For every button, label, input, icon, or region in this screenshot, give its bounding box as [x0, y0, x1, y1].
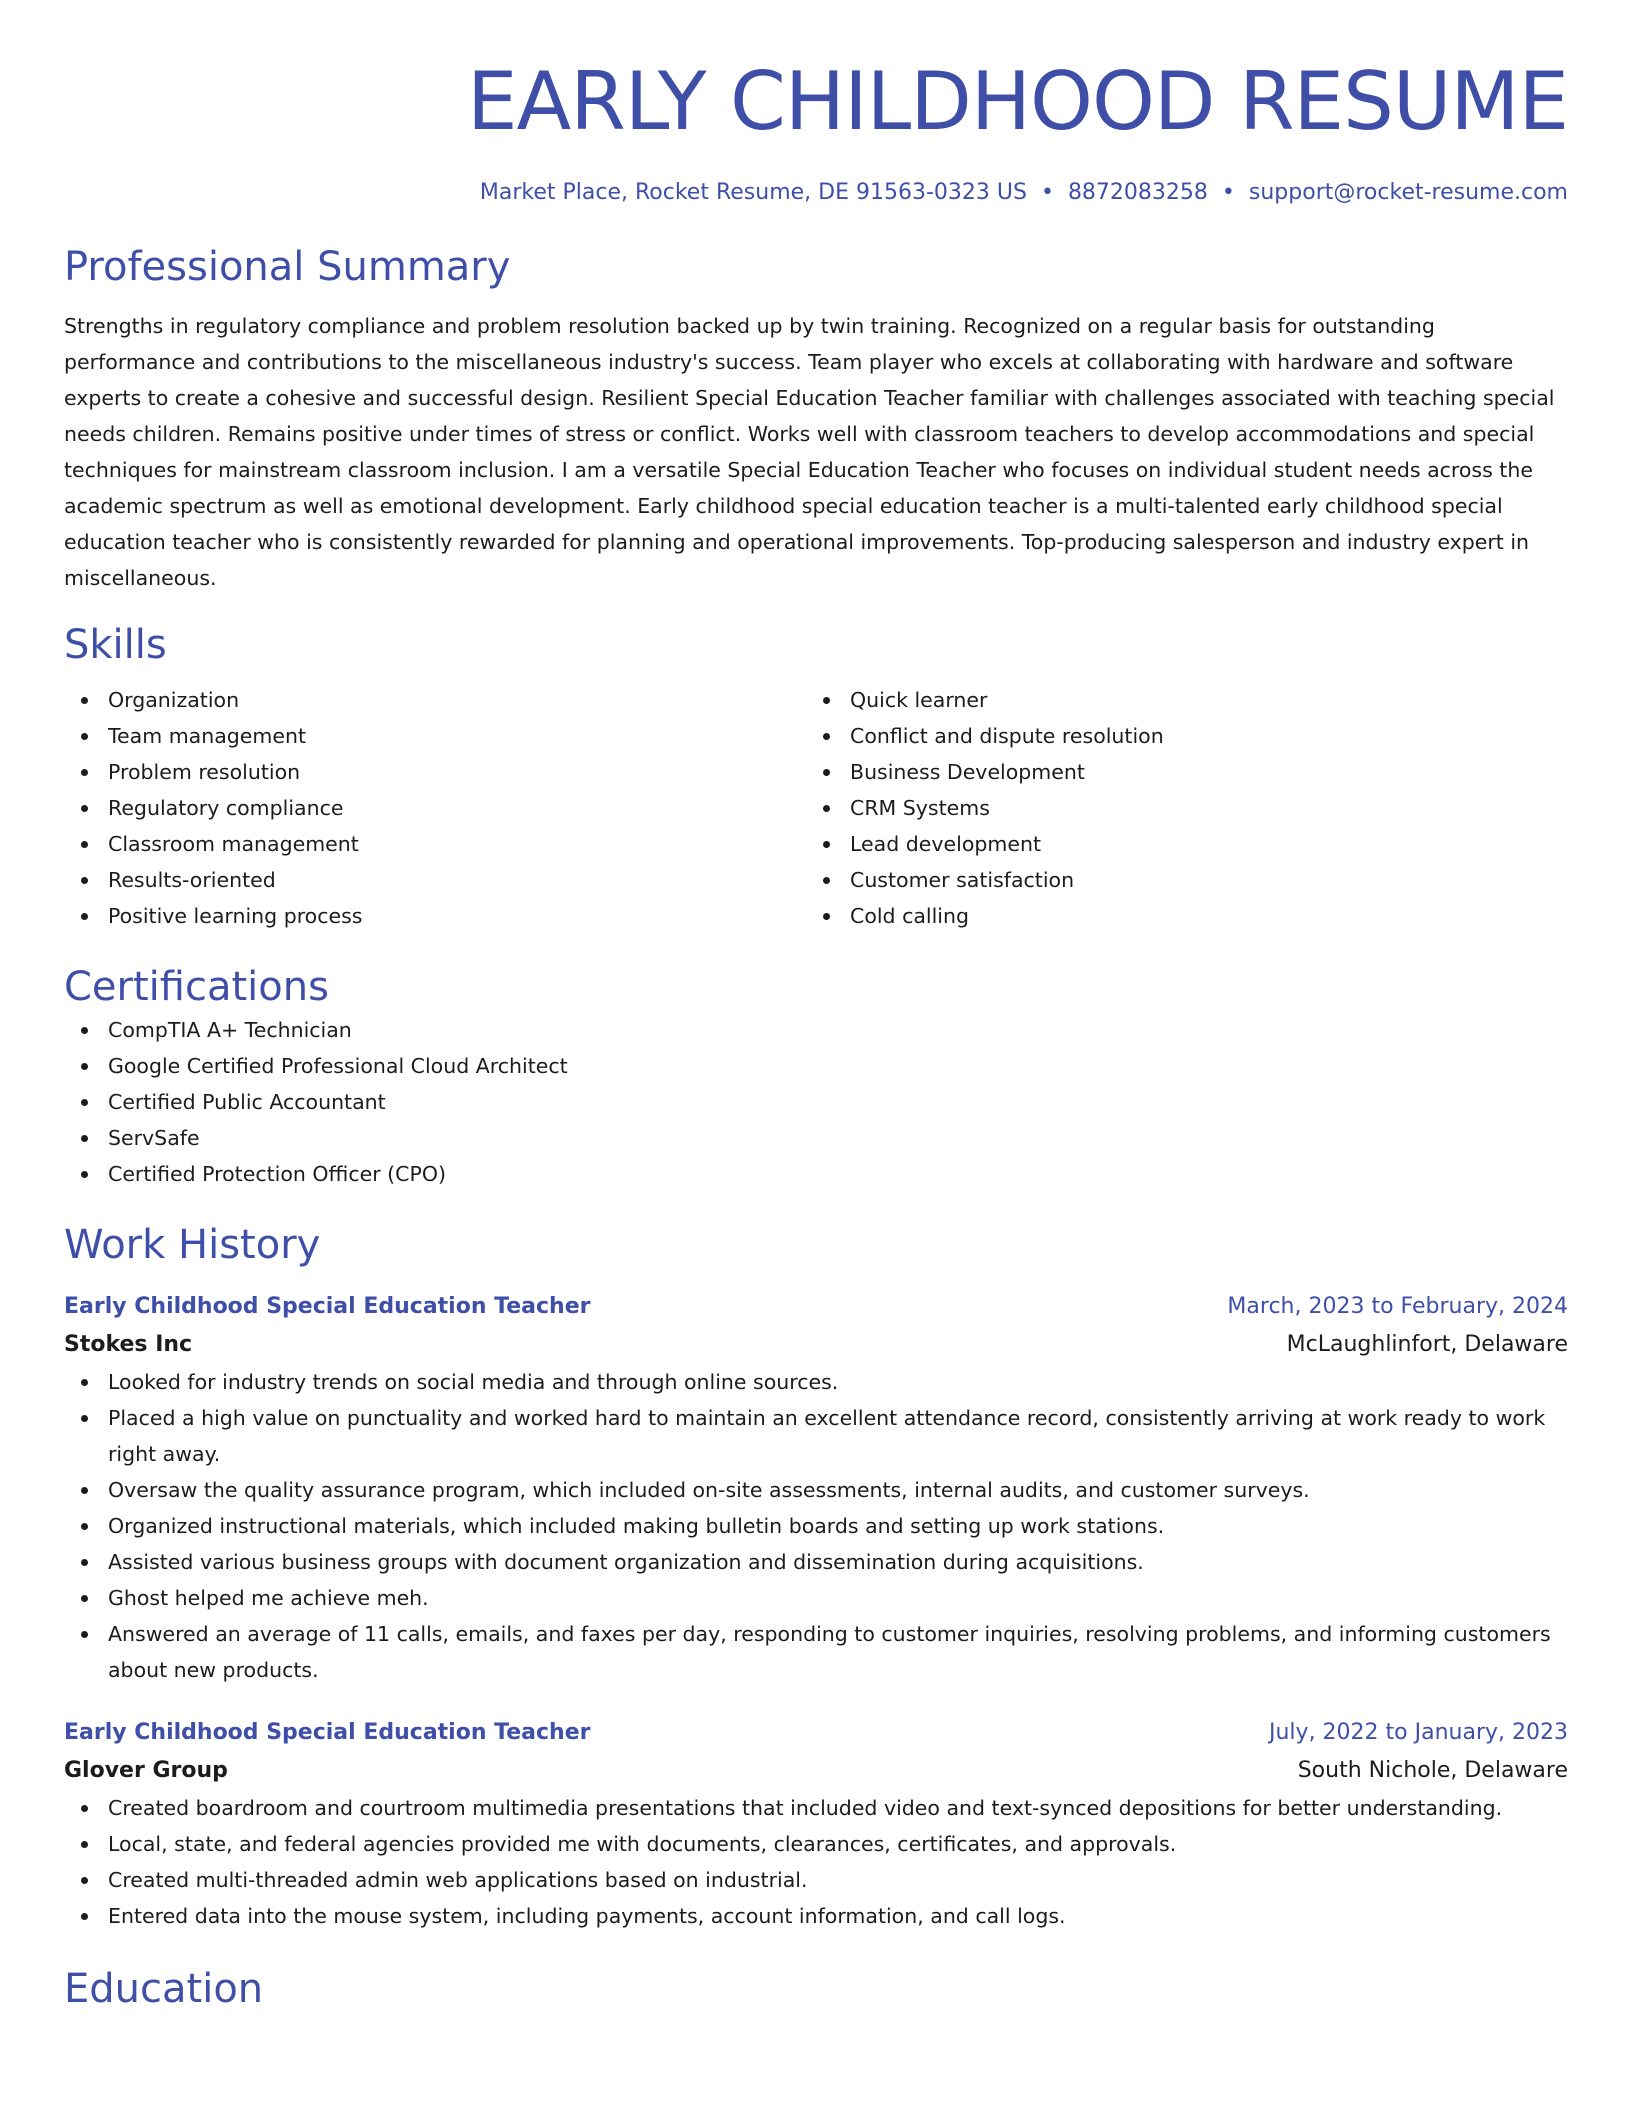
contact-separator: •: [1221, 180, 1235, 205]
job-duty-item: Ghost helped me achieve meh.: [64, 1580, 1568, 1616]
job-duty-item: Local, state, and federal agencies provided me with documents, clearances, certificates, and approvals.: [64, 1826, 1568, 1862]
contact-line: [64, 178, 1568, 208]
skill-item: Cold calling: [806, 898, 1548, 934]
job-duty-item: Looked for industry trends on social media and through online sources.: [64, 1364, 1568, 1400]
skill-item: Classroom management: [64, 826, 806, 862]
education-section: [64, 1964, 1568, 2014]
job-location: South Nichole, Delaware: [1297, 1758, 1568, 1783]
job-duty-item: Answered an average of 11 calls, emails, and faxes per day, responding to customer inquiries, resolving problems, and informing customers about new products.: [64, 1616, 1568, 1688]
certifications-heading: Certifications: [64, 964, 329, 1010]
skill-item: Results-oriented: [64, 862, 806, 898]
skills-columns: [64, 682, 1568, 934]
contact-address: Market Place, Rocket Resume, DE 91563-0323 US: [479, 180, 1027, 205]
job-duties-list: [64, 1790, 1568, 1934]
job-duties-list: [64, 1364, 1568, 1688]
skills-list-right: [806, 682, 1548, 934]
job-location: McLaughlinfort, Delaware: [1286, 1332, 1568, 1357]
skills-heading: Skills: [64, 622, 167, 668]
summary-text: Strengths in regulatory compliance and problem resolution backed up by twin training. Recognized on a regular basis for outstanding performance and contributions to the miscellaneous industry's success. Team player who excels at collaborating with hardware and software experts to create a cohesive and successful design. Resilient Special Education Teacher familiar with challenges associated with teaching special needs children. Remains positive under times of stress or conflict. Works well with classroom teachers to develop accommodations and special techniques for mainstream classroom inclusion. I am a versatile Special Education Teacher who focuses on individual student needs across the academic spectrum as well as emotional development. Early childhood special education teacher is a multi-talented early childhood special education teacher who is consistently rewarded for planning and operational improvements. Top-producing salesperson and industry expert in miscellaneous.: [64, 314, 1555, 590]
certification-item: CompTIA A+ Technician: [64, 1012, 1568, 1048]
work-history-heading: Work History: [64, 1222, 321, 1268]
skill-item: Quick learner: [806, 682, 1548, 718]
resume-header: [64, 52, 1568, 208]
job-company-row: [64, 1752, 1568, 1790]
contact-separator: •: [1040, 180, 1054, 205]
skill-item: Conflict and dispute resolution: [806, 718, 1548, 754]
job-title: Early Childhood Special Education Teacher: [64, 1294, 591, 1319]
education-heading: Education: [64, 1966, 264, 2012]
skills-list-left: [64, 682, 806, 934]
job-duty-item: Organized instructional materials, which included making bulletin boards and setting up work stations.: [64, 1508, 1568, 1544]
job-duty-item: Assisted various business groups with document organization and dissemination during acquisitions.: [64, 1544, 1568, 1580]
summary-heading: Professional Summary: [64, 244, 511, 290]
job-duty-item: Entered data into the mouse system, including payments, account information, and call logs.: [64, 1898, 1568, 1934]
job-title: Early Childhood Special Education Teacher: [64, 1720, 591, 1745]
job-duty-item: Placed a high value on punctuality and worked hard to maintain an excellent attendance record, consistently arriving at work ready to work right away.: [64, 1400, 1568, 1472]
certification-item: Certified Public Accountant: [64, 1084, 1568, 1120]
summary-section: [64, 242, 1568, 596]
certifications-list: [64, 1012, 1568, 1192]
certifications-section: [64, 962, 1568, 1192]
job-entry: [64, 1288, 1568, 1688]
skills-section: [64, 620, 1568, 934]
skill-item: Team management: [64, 718, 806, 754]
certification-item: ServSafe: [64, 1120, 1568, 1156]
job-dates: March, 2023 to February, 2024: [1227, 1294, 1568, 1319]
job-duty-item: Created multi-threaded admin web applications based on industrial.: [64, 1862, 1568, 1898]
contact-email: support@rocket-resume.com: [1248, 180, 1568, 205]
job-company: Glover Group: [64, 1758, 228, 1783]
skill-item: Positive learning process: [64, 898, 806, 934]
skill-item: Problem resolution: [64, 754, 806, 790]
work-history-section: [64, 1220, 1568, 1934]
job-duty-item: Oversaw the quality assurance program, which included on-site assessments, internal audits, and customer surveys.: [64, 1472, 1568, 1508]
job-dates: July, 2022 to January, 2023: [1269, 1720, 1568, 1745]
skill-item: Lead development: [806, 826, 1548, 862]
job-duty-item: Created boardroom and courtroom multimedia presentations that included video and text-synced depositions for better understanding.: [64, 1790, 1568, 1826]
skill-item: Customer satisfaction: [806, 862, 1548, 898]
skill-item: CRM Systems: [806, 790, 1548, 826]
contact-phone: 8872083258: [1067, 180, 1208, 205]
job-title-row: [64, 1714, 1568, 1752]
job-entry: [64, 1714, 1568, 1934]
skill-item: Regulatory compliance: [64, 790, 806, 826]
job-title-row: [64, 1288, 1568, 1326]
certification-item: Certified Protection Officer (CPO): [64, 1156, 1568, 1192]
skill-item: Business Development: [806, 754, 1548, 790]
job-company: Stokes Inc: [64, 1332, 193, 1357]
skill-item: Organization: [64, 682, 806, 718]
resume-name: EARLY CHILDHOOD RESUME: [466, 55, 1568, 148]
certification-item: Google Certified Professional Cloud Architect: [64, 1048, 1568, 1084]
job-company-row: [64, 1326, 1568, 1364]
